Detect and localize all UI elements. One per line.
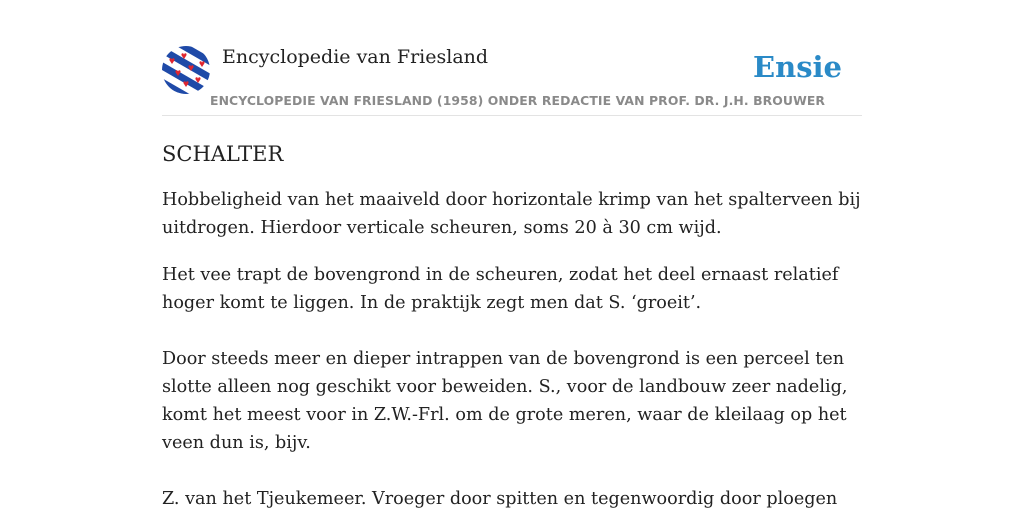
entry-title: SCHALTER xyxy=(162,142,284,166)
brand-logo[interactable]: Ensie xyxy=(753,50,842,84)
source-subtitle: ENCYCLOPEDIE VAN FRIESLAND (1958) ONDER REDACTIE VAN PROF. DR. J.H. BROUWER xyxy=(210,93,826,108)
site-header xyxy=(162,46,862,116)
header-divider xyxy=(162,115,862,116)
article-content xyxy=(162,138,862,512)
article-paragraph: Hobbeligheid van het maaiveld door horizontale krimp van het spalterveen bij uitdrogen. Hierdoor verticale scheuren, soms 20 à 30 cm wijd. xyxy=(162,190,861,238)
frisian-flag-icon[interactable] xyxy=(162,46,210,94)
article-paragraph: Het vee trapt de bovengrond in de scheuren, zodat het deel ernaast relatief hoger komt te liggen. In de praktijk zegt men dat S. ‘groeit’. Door steeds meer en dieper intrappen van de bovengrond is een perceel ten slotte alleen nog geschikt voor beweiden. S., voor de landbouw zeer nadelig, komt het meest voor in Z.W.-Frl. om de grote meren, waar de kleilaag op het veen dun is, bijv. Z. van het Tjeukemeer. Vroeger door spitten en tegenwoordig door ploegen xyxy=(162,265,848,509)
site-title[interactable]: Encyclopedie van Friesland xyxy=(222,46,489,68)
